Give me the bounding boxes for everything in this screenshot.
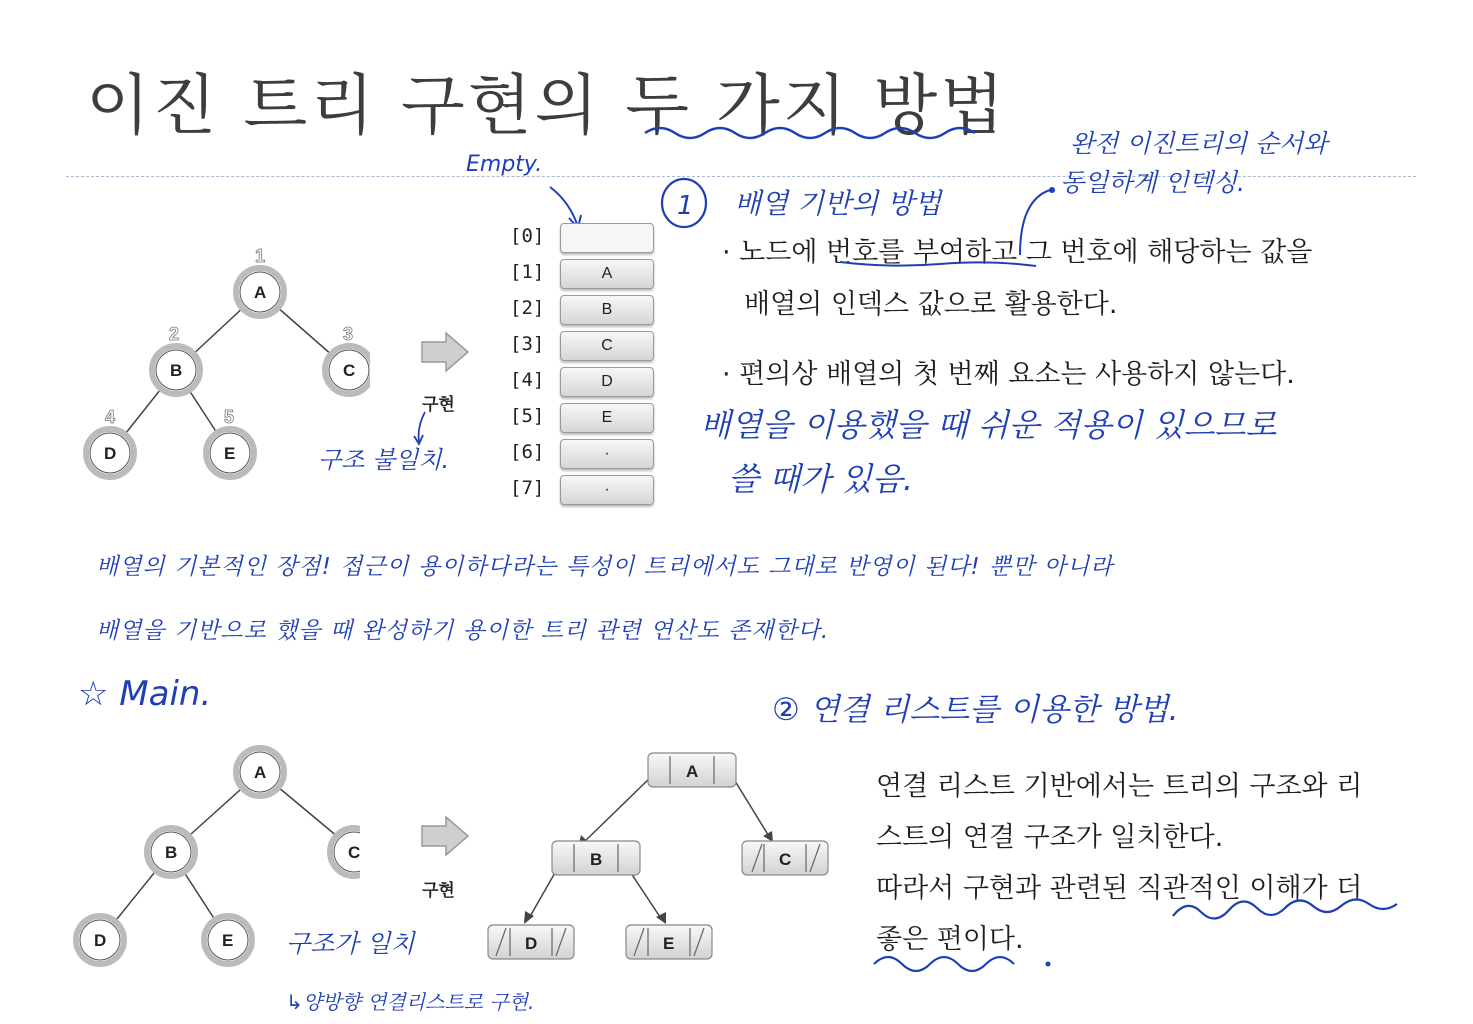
- bullet1-line2: 배열의 인덱스 값으로 활용한다.: [744, 289, 1118, 320]
- array-index: [1]: [510, 261, 545, 283]
- tree1-num-5: 5: [224, 407, 235, 427]
- tree1-num-1: 1: [255, 246, 266, 266]
- tree2-node-b: B: [165, 843, 178, 862]
- method1-heading: 배열 기반의 방법: [734, 187, 942, 220]
- doubly-linked-annotation: ↳양방향 연결리스트로 구현.: [286, 990, 535, 1014]
- section2-line1: 연결 리스트 기반에서는 트리의 구조와 리: [876, 771, 1363, 802]
- array-cell: ·: [560, 475, 654, 505]
- struct-match-annotation: 구조가 일치: [286, 929, 415, 958]
- list-node-b: B: [590, 850, 603, 869]
- empty-annotation: Empty.: [466, 152, 543, 177]
- tree2-node-d: D: [94, 931, 107, 950]
- section2-squiggle-1: [1170, 896, 1415, 922]
- section2-line3: 따라서 구현과 관련된 직관적인 이해가 더: [876, 873, 1363, 904]
- impl-arrow-icon-2: [420, 816, 470, 856]
- tree1-num-3: 3: [343, 324, 354, 344]
- method1-number-circle: [656, 176, 716, 232]
- tree2-node-e: E: [222, 931, 234, 950]
- array-index: [4]: [510, 369, 545, 391]
- section2-line2: 스트의 연결 구조가 일치한다.: [876, 822, 1224, 853]
- array-index: [0]: [510, 225, 545, 247]
- main-annotation: ☆ Main.: [78, 674, 212, 714]
- tree1-node-b: B: [170, 361, 183, 380]
- bullet1-line1: · 노드에 번호를 부여하고 그 번호에 해당하는 값을: [722, 237, 1313, 268]
- section2-squiggle-2: [870, 944, 1060, 972]
- method1-number: 1: [677, 191, 694, 221]
- impl-arrow-icon: [420, 332, 470, 372]
- tree1-num-2: 2: [169, 324, 180, 344]
- array-index: [3]: [510, 333, 545, 355]
- array-index: [2]: [510, 297, 545, 319]
- tree1-node-e: E: [224, 444, 236, 463]
- list-node-e: E: [663, 934, 675, 953]
- array-cell: C: [560, 331, 654, 361]
- tree1-node-a: A: [254, 283, 267, 302]
- tree1-num-4: 4: [105, 407, 116, 427]
- array-index: [5]: [510, 405, 545, 427]
- array-cell: [560, 223, 654, 253]
- list-node-c: C: [779, 850, 792, 869]
- top-note-line2: 동일하게 인덱싱.: [1060, 168, 1245, 197]
- array-cell: A: [560, 259, 654, 289]
- struct-mismatch-annotation: 구조 불일치.: [318, 446, 450, 474]
- top-note-line1: 완전 이진트리의 순서와: [1070, 129, 1328, 158]
- tree2-node-c: C: [348, 843, 360, 862]
- cache-note-line2: 쓸 때가 있음.: [728, 460, 914, 498]
- summary-line1: 배열의 기본적인 장점! 접근이 용이하다라는 특성이 트리에서도 그대로 반영이 된다! 뿐만 아니라: [96, 554, 1114, 580]
- impl-label-2: 구현: [422, 881, 455, 901]
- array-index: [6]: [510, 441, 545, 463]
- array-cell: B: [560, 295, 654, 325]
- array-index: [7]: [510, 477, 545, 499]
- title-underline-squiggle: [640, 118, 1000, 148]
- array-cell: D: [560, 367, 654, 397]
- bullet2: · 편의상 배열의 첫 번째 요소는 사용하지 않는다.: [722, 359, 1295, 390]
- linked-list-diagram: [480, 740, 840, 980]
- method2-heading: ② 연결 리스트를 이용한 방법.: [772, 692, 1179, 728]
- impl-label-1: 구현: [422, 395, 455, 415]
- tree2-node-a: A: [254, 763, 267, 782]
- list-node-d: D: [525, 934, 538, 953]
- tree1-node-c: C: [343, 361, 356, 380]
- array-cell: ·: [560, 439, 654, 469]
- list-node-a: A: [686, 762, 699, 781]
- section2-line4: 좋은 편이다.: [876, 924, 1024, 955]
- bullet1-underline: [838, 256, 1038, 270]
- summary-line2: 배열을 기반으로 했을 때 완성하기 용이한 트리 관련 연산도 존재한다.: [96, 618, 830, 644]
- array-cell: E: [560, 403, 654, 433]
- page-title: 이진 트리 구현의 두 가지 방법: [86, 67, 1007, 144]
- cache-note-line1: 배열을 이용했을 때 쉬운 적용이 있으므로: [700, 406, 1277, 444]
- tree1-node-d: D: [104, 444, 117, 463]
